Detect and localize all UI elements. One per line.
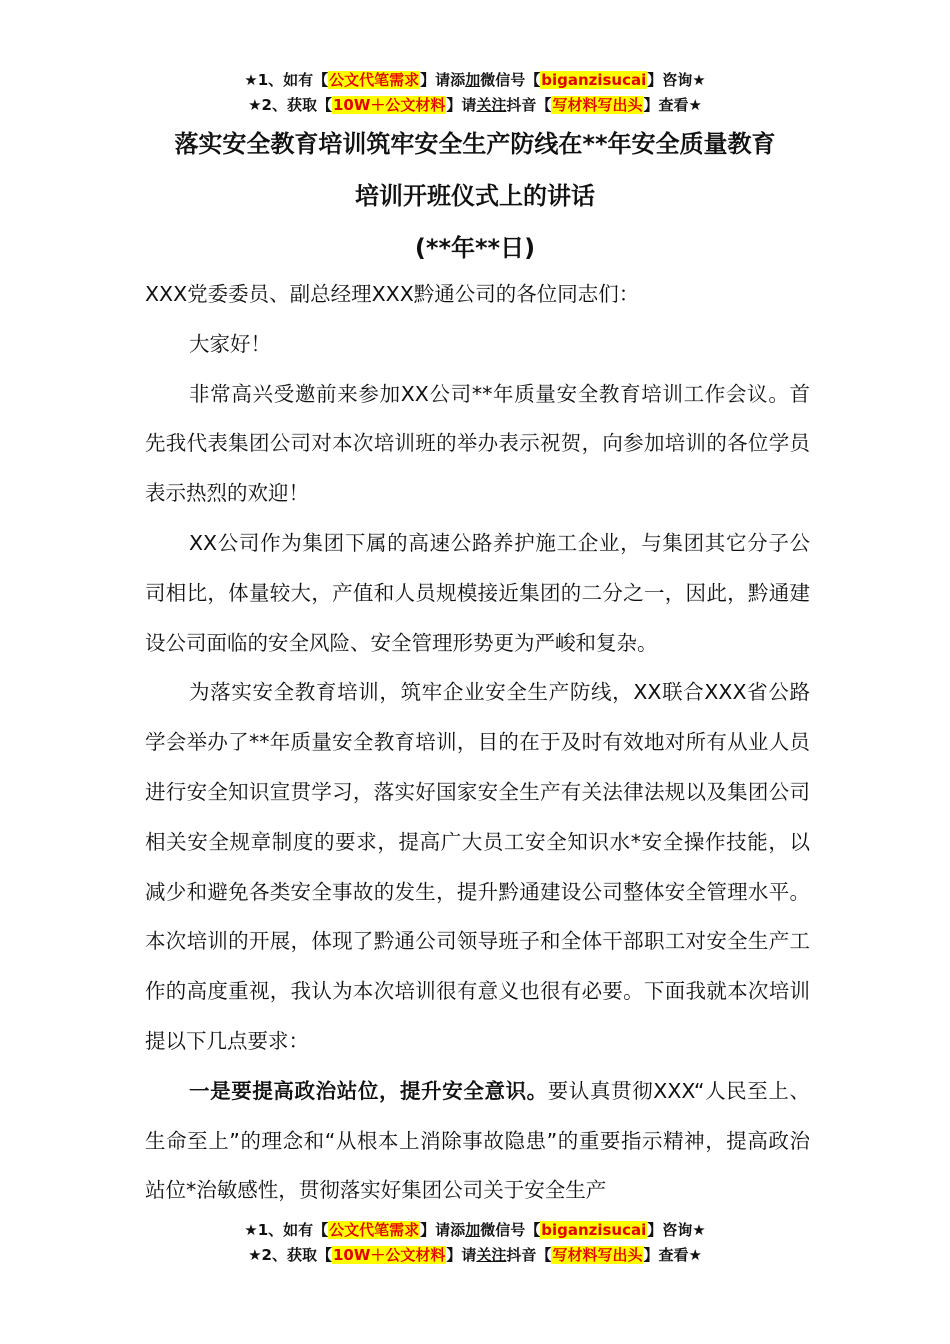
banner-highlight: biganzisucai (541, 1221, 647, 1239)
banner-line-1 (0, 68, 950, 93)
paragraph-4-text: 要认真贯彻XXX“人民至上、生命至上”的理念和“从根本上消除事故隐患”的重要指示精神，提高政治站位*治敏感性，贯彻落实好集团公司关于安全生产 (145, 1078, 810, 1203)
paragraph-4 (145, 1067, 810, 1216)
paragraph-1: 非常高兴受邀前来参加XX公司**年质量安全教育培训工作会议。首先我代表集团公司对本次培训班的举办表示祝贺，向参加培训的各位学员表示热烈的欢迎！ (145, 381, 810, 506)
document-body (145, 270, 810, 1216)
banner-text: 】请 (446, 1246, 477, 1264)
banner-highlight: 公文代笔需求 (329, 1221, 420, 1239)
footer-banner (0, 1218, 950, 1268)
banner-underline: 加 (465, 71, 481, 89)
document-title-block (100, 118, 850, 274)
banner-text: 微信号【 (480, 1221, 541, 1239)
banner-text: 抖音【 (506, 96, 552, 114)
banner-text: ★2、获取【 (248, 96, 332, 114)
document-title-line-1: 落实安全教育培训筑牢安全生产防线在**年安全质量教育 (174, 130, 776, 158)
banner-highlight: 10W＋公文材料 (332, 96, 446, 114)
banner-text: 】查看★ (643, 96, 702, 114)
banner-highlight: 10W＋公文材料 (332, 1246, 446, 1264)
banner-text: 抖音【 (506, 1246, 552, 1264)
banner-text: 】查看★ (643, 1246, 702, 1264)
banner-underline: 关注 (476, 1246, 507, 1264)
banner-text: ★1、如有【 (244, 71, 329, 89)
greeting: 大家好！ (189, 331, 271, 356)
banner-highlight: biganzisucai (541, 71, 647, 89)
header-banner (0, 68, 950, 118)
banner-text: ★2、获取【 (248, 1246, 332, 1264)
banner-line-2 (0, 93, 950, 118)
document-date: (**年**日) (414, 234, 536, 262)
banner-text: 】咨询★ (647, 71, 706, 89)
banner-text: 】请添 (420, 1221, 466, 1239)
paragraph-4-heading: 一是要提高政治站位，提升安全意识。 (189, 1078, 548, 1103)
banner-line-1 (0, 1218, 950, 1243)
banner-text: ★1、如有【 (244, 1221, 329, 1239)
paragraph-2: XX公司作为集团下属的高速公路养护施工企业，与集团其它分子公司相比，体量较大，产值和人员规模接近集团的二分之一，因此，黔通建设公司面临的安全风险、安全管理形势更为严峻和复杂。 (145, 530, 810, 655)
banner-underline: 关注 (476, 96, 507, 114)
banner-text: 】请添 (420, 71, 466, 89)
salutation: XXX党委委员、副总经理XXX黔通公司的各位同志们： (145, 282, 640, 306)
banner-highlight: 公文代笔需求 (329, 71, 420, 89)
banner-underline: 加 (465, 1221, 481, 1239)
banner-highlight: 写材料写出头 (552, 1246, 643, 1264)
banner-line-2 (0, 1243, 950, 1268)
banner-text: 】咨询★ (647, 1221, 706, 1239)
banner-highlight: 写材料写出头 (552, 96, 643, 114)
banner-text: 】请 (446, 96, 477, 114)
banner-text: 微信号【 (480, 71, 541, 89)
paragraph-3: 为落实安全教育培训，筑牢企业安全生产防线，XX联合XXX省公路学会举办了**年质量安全教育培训，目的在于及时有效地对所有从业人员进行安全知识宣贯学习，落实好国家安全生产有关法律法规以及集团公司相关安全规章制度的要求，提高广大员工安全知识水*安全操作技能，以减少和避免各类安全事故的发生，提升黔通建设公司整体安全管理水平。本次培训的开展，体现了黔通公司领导班子和全体干部职工对安全生产工作的高度重视，我认为本次培训很有意义也很有必要。下面我就本次培训提以下几点要求： (145, 680, 810, 1053)
document-title-line-2: 培训开班仪式上的讲话 (355, 182, 595, 210)
